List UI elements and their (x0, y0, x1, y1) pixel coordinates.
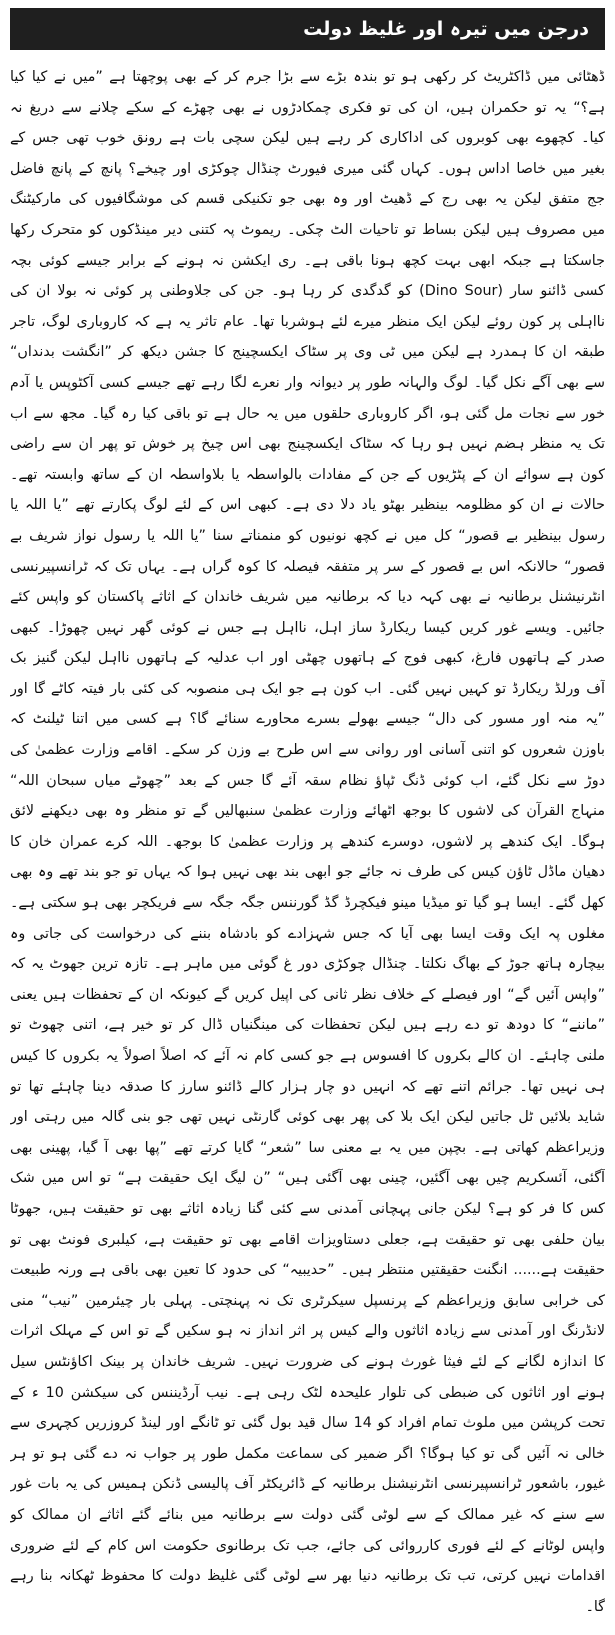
headline-bar (10, 8, 605, 50)
headline: درجن میں تیرہ اور غلیظ دولت (303, 17, 589, 40)
article-body (10, 62, 605, 1625)
article-paragraph: ڈھٹائی میں ڈاکٹریٹ کر رکھی ہو تو بندہ بڑے سے بڑا جرم کر کے بھی پوچھتا ہے ”میں نے کیا کیا ہے؟“ یہ تو حکمران ہیں، ان کی تو فکری چمکادڑوں نے بھی چھڑے کے سکے چلانے سے دریغ نہ کیا۔ کچھوے بھی کوبروں کی اداکاری کر رہے ہیں لیکن سچی بات ہے رونق خوب تھی جس کے بغیر میں خاصا اداس ہوں۔ کہاں گئی میری فیورٹ چنڈال چوکڑی اور چیخے؟ پانچ کے پانچ فاضل جج متفق لیکن یہ بھی رج کے ڈھیٹ اور وہ بھی جو تکنیکی قسم کی موشگافیوں کی مارکیٹنگ میں مصروف ہیں لیکن بساط تو تاحیات الٹ چکی۔ ریموٹ پہ کتنی دیر مینڈکوں کو متحرک رکھا جاسکتا ہے جبکہ ابھی بہت کچھ ہونا باقی ہے۔ ری ایکشن نہ ہونے کے برابر جیسے کوئی بچہ کسی ڈائنو سار (Dino Sour) کو گدگدی کر رہا ہو۔ جن کی جلاوطنی پر کوئی نہ بولا ان کی نااہلی پر کون روئے لیکن ایک منظر میرے لئے ہوشربا تھا۔ عام تاثر یہ ہے کہ کاروباری لوگ، تاجر طبقہ ان کا ہمدرد ہے لیکن میں ٹی وی پر سٹاک ایکسچینج کا جشن دیکھ کر ”انگشت بدنداں“ سے بھی آگے نکل گیا۔ لوگ والہانہ طور پر دیوانہ وار نعرے لگا رہے تھے جیسے کسی آکٹوپس یا آدم خور سے نجات مل گئی ہو، اگر کاروباری حلقوں میں یہ حال ہے تو باقی کیا رہ گیا۔ مجھ سے اب تک یہ منظر ہضم نہیں ہو رہا کہ سٹاک ایکسچینج بھی اس چیخ پر خوش تو پھر ان سے راضی کون ہے سوائے ان کے پٹڑیوں کے جن کے مفادات بالواسطہ یا بلاواسطہ ان کے ساتھ وابستہ تھے۔ حالات نے ان کو مظلومہ بینظیر بھٹو یاد دلا دی ہے۔ کبھی اس کے لئے لوگ پکارتے تھے ”یا اللہ یا رسول بینظیر بے قصور“ کل میں نے کچھ نونیوں کو منمناتے سنا ”یا اللہ یا رسول نواز شریف بے قصور“ حالانکہ اس بے قصور کے سر پر متفقہ فیصلہ کا کوہ گراں ہے۔ یہاں تک کہ ٹرانسپیرنسی انٹرنیشنل برطانیہ نے بھی کہہ دیا کہ برطانیہ میں شریف خاندان کے اثاثے پاکستان کو واپس کئے جائیں۔ ویسے غور کریں کیسا ریکارڈ ساز اہل، نااہل ہے جس نے کوئی گھر نہیں چھوڑا۔ کبھی صدر کے ہاتھوں فارغ، کبھی فوج کے ہاتھوں چھٹی اور اب عدلیہ کے ہاتھوں نااہل لیکن گنیز بک آف ورلڈ ریکارڈ تو کہیں نہیں گئی۔ اب کون ہے جو ایک ہی منصوبہ کی کئی بار فیتہ کاٹے گا اور ”یہ منہ اور مسور کی دال“ جیسے بھولے بسرے محاورے سنائے گا؟ ہے کسی میں اتنا ٹیلنٹ کہ باوزن شعروں کو اتنی آسانی اور روانی سے اس طرح بے وزن کر سکے۔ اقامے وزارت عظمیٰ کی دوڑ سے نکل گئے، اب کوئی ڈنگ ٹپاؤ نظام سقہ آئے گا جس کے بعد ”چھوٹے میاں سبحان اللہ“ منہاج القرآن کی لاشوں کا بوجھ اٹھائے وزارت عظمیٰ سنبھالیں گے تو منظر وہ بھی دیکھنے لائق ہوگا۔ ایک کندھے پر لاشوں، دوسرے کندھے پر وزارت عظمیٰ کا بوجھ۔ اللہ کرے عمران خان کا دھیان ماڈل ٹاؤن کیس کی طرف نہ جائے جو ابھی بند بھی نہیں ہوا کہ یہاں تو جو بند تھے وہ بھی کھل گئے۔ ایسا ہو گیا تو میڈیا مینو فیکچرڈ گڈ گورننس جگہ جگہ سے فریکچر بھی ہو سکتی ہے۔ مغلوں پہ ایک وقت ایسا بھی آیا کہ جس شہزادے کو بادشاہ بننے کی درخواست کی جاتی وہ بیچارہ ہاتھ جوڑ کے بھاگ نکلتا۔ چنڈال چوکڑی دور غ گوئی میں ماہر ہے۔ تازہ ترین جھوٹ یہ کہ ”واپس آئیں گے“ اور فیصلے کے خلاف نظر ثانی کی اپیل کریں گے کیونکہ ان کے تحفظات ہیں یعنی ”ماننے“ کا دودھ تو دے رہے ہیں لیکن تحفظات کی مینگنیاں ڈال کر تو خیر ہے، اتنی چھوٹ تو ملنی چاہئے۔ ان کالے بکروں کا افسوس ہے جو کسی کام نہ آئے کہ اصلاً اصولاً یہ بکروں کا کیس ہی نہیں تھا۔ جرائم اتنے تھے کہ انہیں دو چار ہزار کالے ڈائنو سارز کا صدقہ دینا چاہئے تھا تو شاید بلائیں ٹل جاتیں لیکن ایک بلا کی پھر بھی کوئی گارنٹی نہیں تھی جو بنی گالہ میں رہتی اور وزیراعظم کھاتی ہے۔ بچپن میں یہ بے معنی سا ”شعر“ گایا کرتے تھے ”پھا بھی آ گیا، پھینی بھی آگئی، آئسکریم چیں بھی آگئیں، چینی بھی آگئی ہیں“ ”ن لیگ ایک حقیقت ہے“ تو اس میں شک کس کا فر کو ہے؟ لیکن جانی پہچانی آمدنی سے کئی گنا زیادہ اثاثے بھی تو حقیقت ہیں، جھوٹا بیان حلفی بھی تو حقیقت ہے، جعلی دستاویزات اقامے بھی تو حقیقت ہے، کیلبری فونٹ بھی تو حقیقت ہے...... انگنت حقیقتیں منتظر ہیں۔ ”حدیبیہ“ کی حدود کا تعین بھی باقی ہے ورنہ طبیعت کی خرابی سابق وزیراعظم کے پرنسپل سیکرٹری تک نہ پہنچتی۔ پہلی بار چیئرمین ”نیب“ منی لانڈرنگ اور آمدنی سے زیادہ اثاثوں والے کیس پر اثر انداز نہ ہو سکیں گے تو اس کے مہلک اثرات کا اندازہ لگانے کے لئے فیثا غورث ہونے کی ضرورت نہیں۔ شریف خاندان پر بینک اکاؤنٹس سیل ہونے اور اثاثوں کی ضبطی کی تلوار علیحدہ لٹک رہی ہے۔ نیب آرڈیننس کی سیکشن 10 ‎ء کے تحت کرپشن میں ملوث تمام افراد کو 14 سال قید بول گئی تو ٹانگے اور لینڈ کروزریں کچہری سے خالی نہ آئیں گی تو کیا ہوگا؟ اگر ضمیر کی سماعت مکمل طور پر جواب نہ دے گئی ہو تو ہر غیور، باشعور ٹرانسپیرنسی انٹرنیشنل برطانیہ کے ڈائریکٹر آف پالیسی ڈنکن ہمیس کی یہ بات غور سے سنے کہ غیر ممالک کے سے لوٹی گئی دولت سے برطانیہ میں بنائے گئے اثاثے ان ممالک کو واپس لوٹانے کے لئے فوری کارروائی کی جائے، جب تک برطانوی حکومت اس کام کے لئے ضروری اقدامات نہیں کرتی، تب تک برطانیہ دنیا بھر سے لوٹی گئی غلیظ دولت کا محفوظ ٹھکانہ بنا رہے گا۔ (10, 69, 605, 1615)
